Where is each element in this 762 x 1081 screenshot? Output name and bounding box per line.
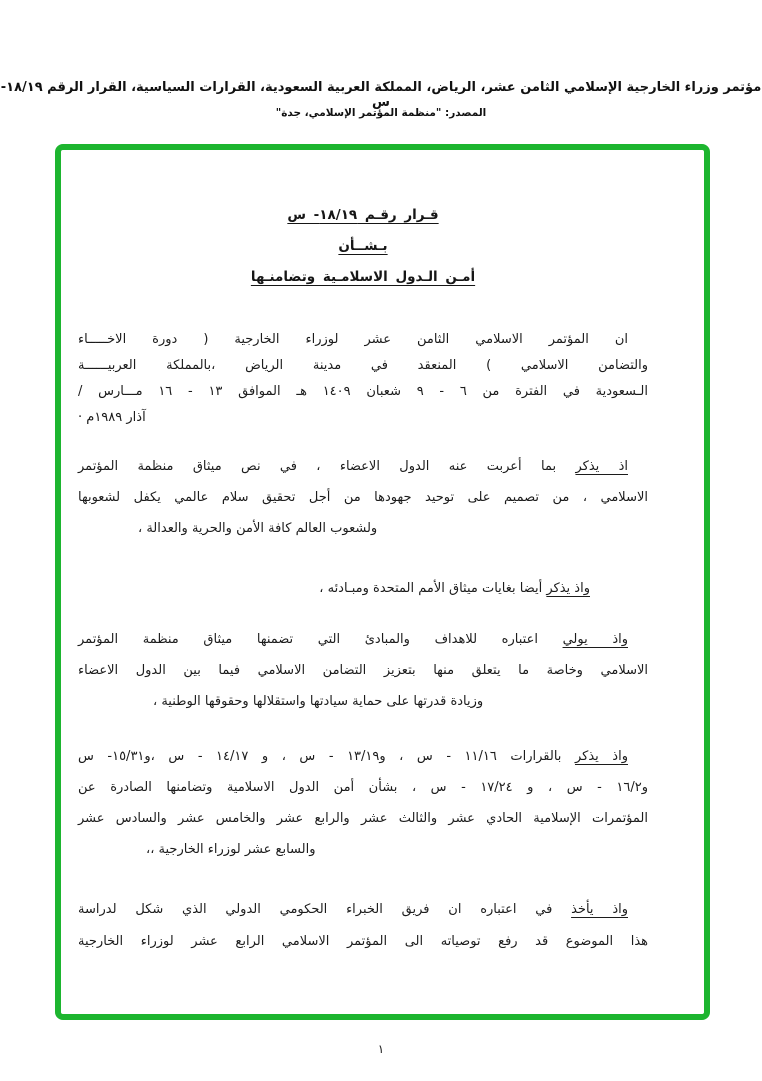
text-line: والسابع عشر لوزراء الخارجية ،،	[146, 842, 316, 857]
document-content	[78, 200, 648, 958]
opening-phrase: واذ يذكر	[574, 749, 628, 764]
paragraph-un-charter	[78, 574, 648, 604]
regarding-title: بـشــأن	[338, 238, 388, 254]
header-citation: مؤتمر وزراء الخارجية الإسلامي الثامن عشر، الرياض، المملكة العربية السعودية، القرارات السياسية، القرار الرقم ١٨/١٩-س	[0, 80, 762, 110]
text-line: واذ يأخذ في اعتباره ان فريق الخبراء الحكومي الدولي الذي شكل لدراسة	[78, 902, 628, 917]
text-line: المؤتمرات الإسلامية الحادي عشر والثالث عشر والرابع عشر والخامس عشر والسادس عشر	[78, 811, 648, 826]
opening-phrase: واذ يولي	[562, 632, 628, 647]
paragraph-recalling-charter	[78, 451, 648, 544]
text-line: اذ يذكر بما أعربت عنه الدول الاعضاء ، في نص ميثاق منظمة المؤتمر	[78, 459, 628, 474]
text-line: و١٦/٢ - س ، و ١٧/٢٤ - س ، بشأن أمن الدول الاسلامية وتضامنها الصادرة عن	[78, 780, 648, 795]
resolution-number-title: قـرار رقـم ١٨/١٩- س	[287, 207, 439, 223]
text-line: واذ يذكر بالقرارات ١١/١٦ - س ، و١٣/١٩ - س ، و ١٤/١٧ - س ،و١٥/٣١- س	[78, 749, 628, 764]
paragraph-preamble	[78, 327, 648, 431]
header-source: المصدر: "منظمة المؤتمر الإسلامي، جدة"	[275, 107, 487, 119]
subject-title: أمـن الـدول الاسلامـية وتضامنـها	[250, 269, 476, 285]
text-line: وزيادة قدرتها على حماية سيادتها واستقلالها وحقوقها الوطنية ،	[153, 694, 484, 709]
opening-phrase: اذ يذكر	[575, 459, 628, 474]
opening-phrase: واذ يذكر	[546, 581, 590, 596]
page-number: ١	[377, 1042, 385, 1056]
text-line: والتضامن الاسلامي ) المنعقد في مدينة الرياض ،بالمملكة العربيــــــة	[78, 358, 648, 373]
text-line: واذ يذكر أيضا بغايات ميثاق الأمم المتحدة ومبـادئه ،	[319, 581, 590, 596]
text-line: الاسلامي ، من تصميم على توحيد جهودها من أجل تحقيق سلام عالمي يكفل لشعوبها	[78, 490, 648, 505]
opening-phrase: واذ يأخذ	[571, 902, 628, 917]
text-line: الاسلامي وخاصة ما يتعلق منها بتعزيز التضامن الاسلامي فيما بين الدول الاعضاء	[78, 663, 648, 678]
paragraph-objectives	[78, 624, 648, 717]
text-line: آذار ١٩٨٩م ·	[78, 410, 146, 425]
paragraph-previous-resolutions	[78, 741, 648, 865]
text-line: واذ يولي اعتباره للاهداف والمبادئ التي تضمنها ميثاق منظمة المؤتمر	[78, 632, 628, 647]
paragraph-expert-group	[78, 894, 648, 958]
title-block	[78, 200, 648, 293]
text-line: ولشعوب العالم كافة الأمن والحرية والعدالة ،	[138, 521, 378, 536]
text-line: الـسعودية في الفترة من ٦ - ٩ شعبان ١٤٠٩ هـ الموافق ١٣ - ١٦ مـــارس /	[78, 384, 648, 399]
text-line: ان المؤتمر الاسلامي الثامن عشر لوزراء الخارجية ( دورة الاخـــــاء	[78, 332, 628, 347]
text-line: هذا الموضوع قد رفع توصياته الى المؤتمر الاسلامي الرابع عشر لوزراء الخارجية	[78, 934, 648, 949]
